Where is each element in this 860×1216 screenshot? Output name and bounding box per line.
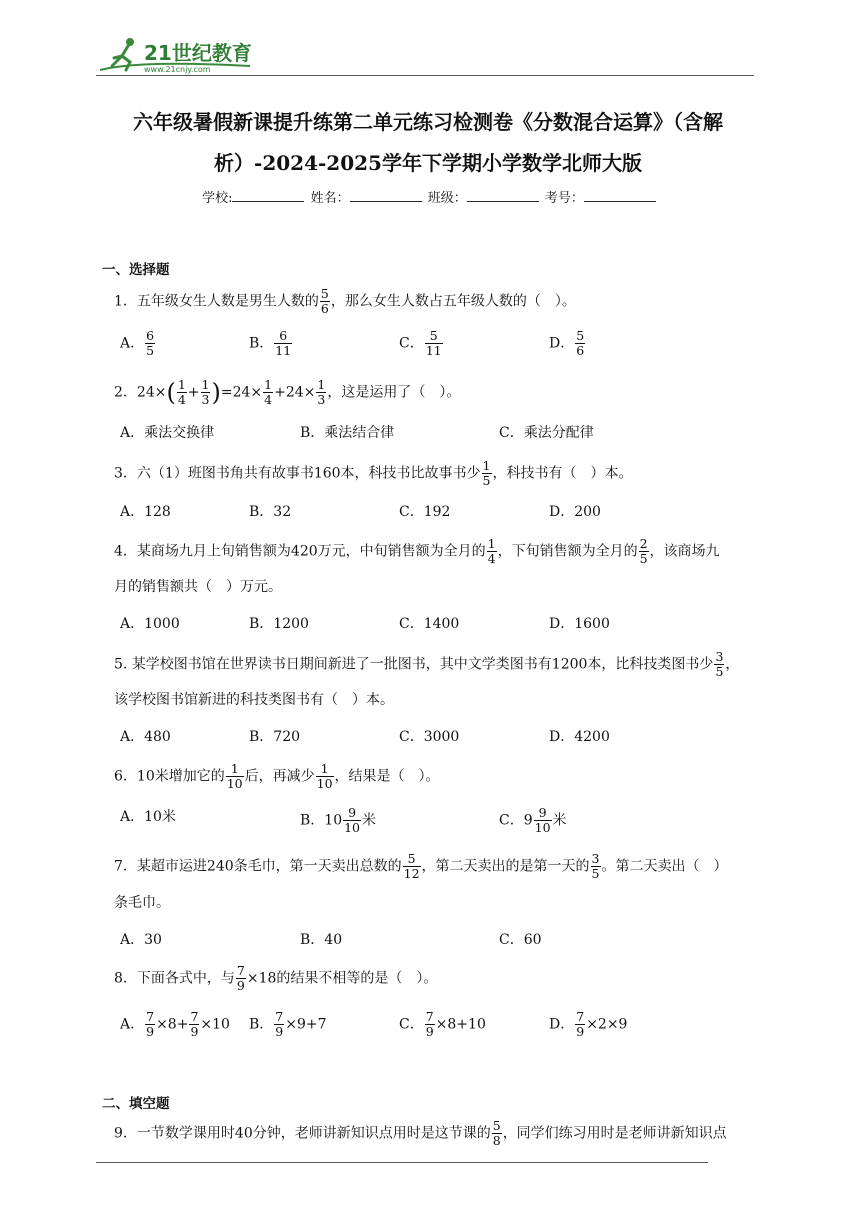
q2-option-a[interactable]: A．乘法交换律 bbox=[120, 425, 215, 441]
svg-text:www.21cnjy.com: www.21cnjy.com bbox=[144, 65, 211, 74]
name-field[interactable] bbox=[350, 189, 422, 202]
q4-option-a[interactable]: A．1000 bbox=[120, 616, 180, 632]
question-5-line2: 该学校图书馆新进的科技类图书有（ ）本。 bbox=[114, 692, 394, 708]
school-field[interactable] bbox=[232, 189, 304, 202]
id-field[interactable] bbox=[584, 189, 656, 202]
question-4: 4．某商场九月上旬销售额为420万元，中旬销售额为全月的 $\frac{1}{4}$ ，下旬销售额为全月的 $\frac{2}{5}$ ，该商场九 bbox=[114, 536, 720, 566]
q4-option-d[interactable]: D．1600 bbox=[549, 616, 610, 632]
question-9: 9．一节数学课用时40分钟，老师讲新知识点用时是这节课的 $\frac{5}{8}$ ，同学们练习用时是老师讲新知识点 bbox=[114, 1118, 727, 1148]
svg-text:21世纪教育: 21世纪教育 bbox=[144, 41, 252, 65]
q4-option-c[interactable]: C．1400 bbox=[399, 616, 460, 632]
question-2: 2．24×( $\frac{1}{4}$ + $\frac{1}{3}$ )=24× $\frac{1}{4}$ +24× $\frac{1}{3}$ ，这是运用了（ ）。 bbox=[114, 377, 461, 407]
q8-option-c[interactable]: C． $\frac{7}{9}$ ×8+10 bbox=[399, 1009, 486, 1039]
q1-option-d[interactable]: D． $\frac{5}{6}$ bbox=[549, 328, 585, 358]
logo bbox=[100, 36, 270, 76]
q1-option-b[interactable]: B． $\frac{6}{11}$ bbox=[249, 328, 292, 358]
q3-option-d[interactable]: D．200 bbox=[549, 504, 601, 520]
question-7: 7．某超市运进240条毛巾，第一天卖出总数的 $\frac{5}{12}$ ，第二天卖出的是第一天的 $\frac{3}{5}$ 。第二天卖出（ ） bbox=[114, 851, 728, 881]
q5-option-c[interactable]: C．3000 bbox=[399, 729, 460, 745]
q7-option-c[interactable]: C．60 bbox=[499, 932, 542, 948]
q7-option-a[interactable]: A．30 bbox=[120, 932, 162, 948]
q2-option-c[interactable]: C．乘法分配律 bbox=[499, 425, 594, 441]
student-info-fields: 学校: 姓名： 班级： 考号： bbox=[0, 187, 860, 206]
q6-option-c[interactable]: C．9 $\frac{9}{10}$ 米 bbox=[499, 805, 567, 835]
q6-option-b[interactable]: B．10 $\frac{9}{10}$ 米 bbox=[300, 805, 377, 835]
doc-title-line1: 六年级暑假新课提升练第二单元练习检测卷《分数混合运算》（含解 bbox=[133, 110, 723, 134]
question-3: 3．六（1）班图书角共有故事书160本，科技书比故事书少 $\frac{1}{5}$ ，科技书有（ ）本。 bbox=[114, 458, 633, 488]
question-5: 5. 某学校图书馆在世界读书日期间新进了一批图书，其中文学类图书有1200本，比科技类图书少 $\frac{3}{5}$ ， bbox=[114, 649, 740, 679]
q5-option-a[interactable]: A．480 bbox=[120, 729, 171, 745]
class-field[interactable] bbox=[467, 189, 539, 202]
doc-title-line2: 析）-2024-2025学年下学期小学数学北师大版 bbox=[214, 151, 642, 175]
header-divider bbox=[96, 75, 754, 76]
q5-option-b[interactable]: B．720 bbox=[249, 729, 301, 745]
section-choice: 一、选择题 bbox=[102, 262, 170, 278]
q6-option-a[interactable]: A．10米 bbox=[120, 809, 176, 825]
q3-option-c[interactable]: C．192 bbox=[399, 504, 451, 520]
question-8: 8．下面各式中，与 $\frac{7}{9}$ ×18的结果不相等的是（ ）。 bbox=[114, 963, 438, 993]
q8-option-d[interactable]: D． $\frac{7}{9}$ ×2×9 bbox=[549, 1009, 628, 1039]
question-7-line2: 条毛巾。 bbox=[114, 895, 170, 911]
q2-option-b[interactable]: B．乘法结合律 bbox=[300, 425, 395, 441]
q8-option-a[interactable]: A． $\frac{7}{9}$ ×8+ $\frac{7}{9}$ ×10 bbox=[120, 1009, 230, 1039]
footer-divider bbox=[96, 1162, 708, 1163]
q3-option-a[interactable]: A．128 bbox=[120, 504, 171, 520]
section-fill-blank: 二、填空题 bbox=[102, 1096, 170, 1112]
q8-option-b[interactable]: B． $\frac{7}{9}$ ×9+7 bbox=[249, 1009, 327, 1039]
q1-option-a[interactable]: A． $\frac{6}{5}$ bbox=[120, 328, 155, 358]
q7-option-b[interactable]: B．40 bbox=[300, 932, 343, 948]
question-1: 1．五年级女生人数是男生人数的 $\frac{5}{6}$ ，那么女生人数占五年级人数的（ ）。 bbox=[114, 286, 576, 316]
q1-option-c[interactable]: C． $\frac{5}{11}$ bbox=[399, 328, 442, 358]
question-4-line2: 月的销售额共（ ）万元。 bbox=[114, 579, 282, 595]
q4-option-b[interactable]: B．1200 bbox=[249, 616, 309, 632]
q5-option-d[interactable]: D．4200 bbox=[549, 729, 610, 745]
q3-option-b[interactable]: B．32 bbox=[249, 504, 292, 520]
question-6: 6．10米增加它的 $\frac{1}{10}$ 后，再减少 $\frac{1}{10}$ ，结果是（ ）。 bbox=[114, 761, 440, 791]
